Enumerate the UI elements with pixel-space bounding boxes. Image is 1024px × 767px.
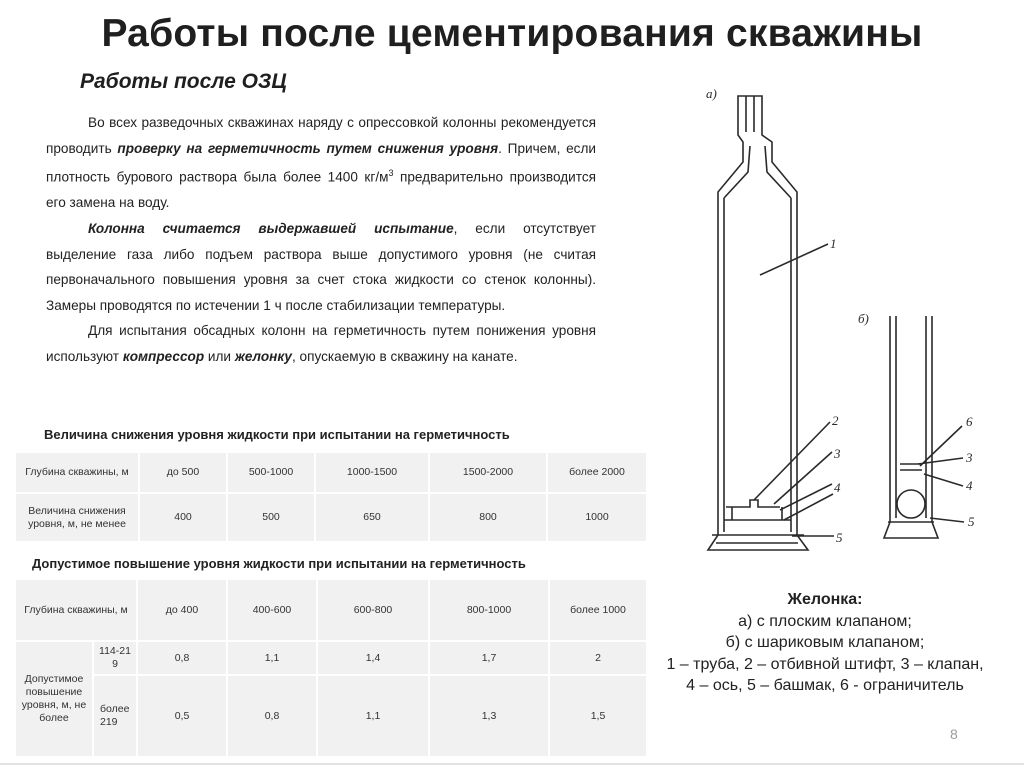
table-cell: 650 <box>315 493 429 542</box>
table-cell: 0,8 <box>137 641 227 675</box>
paragraph-3: Для испытания обсадных колонн на герметичность путем понижения уровня используют компрессор или желонку, опускаемую в скважину на канате. <box>46 323 596 364</box>
table-cell: 1,4 <box>317 641 429 675</box>
table-cell: 400-600 <box>227 579 317 641</box>
table-cell: 800 <box>429 493 547 542</box>
table-cell: до 500 <box>139 452 227 493</box>
table2-caption: Допустимое повышение уровня жидкости при испытании на герметичность <box>32 556 526 571</box>
emphasis-text: проверку на герметичность путем снижения уровня <box>117 140 499 156</box>
callout-4b: 4 <box>966 478 973 493</box>
table-row <box>15 675 647 757</box>
paragraph-1: Во всех разведочных скважинах наряду с опрессовкой колонны рекомендуется проводить проверку на герметичность путем снижения уровня. Причем, если плотность бурового раствора была более 1400 $кг/м^3$ предварительно производится его замена на воду. <box>46 115 596 211</box>
page-number: 8 <box>950 726 958 742</box>
emphasis-text: Колонна считается выдержавшей испытание <box>88 220 454 236</box>
body-text <box>46 110 596 369</box>
level-drop-table <box>14 451 648 543</box>
table1-caption: Величина снижения уровня жидкости при испытании на герметичность <box>44 427 510 442</box>
bailer-a-inner <box>724 146 791 532</box>
bailer-a-leaders <box>754 244 834 536</box>
level-rise-table <box>14 578 648 758</box>
paragraph-2: Колонна считается выдержавшей испытание, если отсутствует выделение газа либо подъем раствора выше допустимого уровня (не считая первоначального повышения уровня за счет стока жидкости со стенок колонны). Замеры проводятся по истечении 1 ч после стабилизации температуры. <box>46 220 597 313</box>
row-header: Глубина скважины, м <box>15 579 137 641</box>
callout-4: 4 <box>834 480 841 495</box>
table-cell: более 1000 <box>549 579 647 641</box>
bailer-b-inner <box>896 316 926 518</box>
table-row <box>15 452 647 493</box>
page-title: Работы после цементирования скважины <box>101 12 923 55</box>
bailer-a-top <box>746 96 754 132</box>
table-cell: 1000-1500 <box>315 452 429 493</box>
row-header: Величина снижения уровня, м, не менее <box>15 493 139 542</box>
table-row <box>15 493 647 542</box>
sub-header-cell: 114-219 <box>93 641 137 675</box>
callout-2: 2 <box>832 413 839 428</box>
table-cell: 1000 <box>547 493 647 542</box>
bailer-a-base <box>712 535 804 543</box>
callout-3: 3 <box>834 446 841 461</box>
table-cell: 2 <box>549 641 647 675</box>
table-cell: 1,1 <box>317 675 429 757</box>
callout-3b: 3 <box>966 450 973 465</box>
legend-title: Желонка: <box>787 591 863 608</box>
table-row <box>15 579 647 641</box>
bottom-divider <box>0 763 1024 765</box>
table-cell: 1,5 <box>549 675 647 757</box>
table-cell: 600-800 <box>317 579 429 641</box>
table-cell: 1,1 <box>227 641 317 675</box>
row-header: Допустимое повышение уровня, м, не более <box>15 641 93 757</box>
sub-header-cell: более 219 <box>93 675 137 757</box>
table-cell: 0,8 <box>227 675 317 757</box>
table-cell: 800-1000 <box>429 579 549 641</box>
bailer-b-stop <box>900 464 922 470</box>
bailer-diagram <box>680 80 1024 580</box>
callout-5b: 5 <box>968 514 975 529</box>
bailer-a-outline <box>708 96 808 550</box>
diagram-legend <box>630 589 1020 697</box>
table-cell: 1,3 <box>429 675 549 757</box>
legend-line: 1 – труба, 2 – отбивной штифт, 3 – клапан, <box>666 655 984 673</box>
bailer-b-outline <box>884 316 938 538</box>
table-row <box>15 641 647 675</box>
row-header: Глубина скважины, м <box>15 452 139 493</box>
table-cell: 400 <box>139 493 227 542</box>
callout-1: 1 <box>830 236 837 251</box>
legend-line: а) с плоским клапаном; <box>738 612 912 630</box>
bailer-b-ball <box>897 490 925 518</box>
table-cell: 1500-2000 <box>429 452 547 493</box>
callout-6: 6 <box>966 414 973 429</box>
table-cell: 500 <box>227 493 315 542</box>
section-subtitle: Работы после ОЗЦ <box>80 70 287 93</box>
legend-line: б) с шариковым клапаном; <box>725 634 925 651</box>
legend-line: 4 – ось, 5 – башмак, 6 - ограничитель <box>686 677 964 694</box>
emphasis-text: желонку <box>234 348 292 364</box>
table-cell: 1,7 <box>429 641 549 675</box>
emphasis-text: компрессор <box>122 348 205 364</box>
table-cell: 0,5 <box>137 675 227 757</box>
diagram-label-b: б) <box>858 311 869 326</box>
callout-5: 5 <box>836 530 843 545</box>
diagram-label-a: а) <box>706 86 717 101</box>
table-cell: до 400 <box>137 579 227 641</box>
table-cell: 500-1000 <box>227 452 315 493</box>
table-cell: более 2000 <box>547 452 647 493</box>
